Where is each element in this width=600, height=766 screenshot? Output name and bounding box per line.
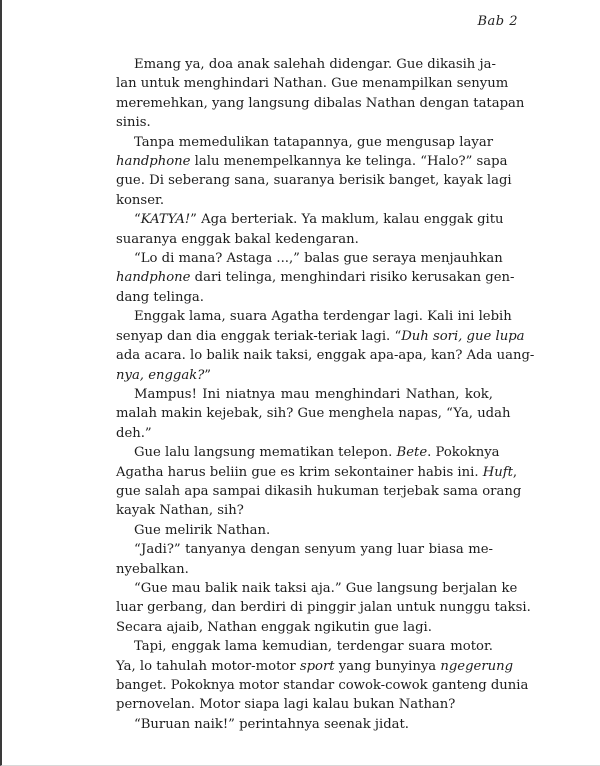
- chapter-running-head: Bab 2: [477, 14, 518, 29]
- text-line: konser.: [116, 192, 165, 208]
- text-line: gue salah apa sampai dikasih hukuman terjebak sama orang: [116, 483, 522, 499]
- text-line: “Jadi?” tanyanya dengan senyum yang luar biasa me-: [134, 542, 493, 558]
- text-line: Ya, lo tahulah motor-motor sport yang bunyinya ngegerung: [116, 658, 514, 674]
- text-line: dang telinga.: [116, 289, 204, 305]
- text-line: meremehkan, yang langsung dibalas Nathan dengan tatapan: [116, 95, 525, 111]
- text-line: luar gerbang, dan berdiri di pinggir jalan untuk nunggu taksi.: [116, 600, 531, 616]
- body-text: [116, 55, 535, 734]
- text-line: “Lo di mana? Astaga ...,” balas gue seraya menjauhkan: [134, 251, 503, 267]
- text-line: handphone lalu menempelkannya ke telinga. “Halo?” sapa: [116, 154, 508, 170]
- text-line: Tapi, enggak lama kemudian, terdengar suara motor.: [134, 639, 493, 655]
- text-line: lan untuk menghindari Nathan. Gue menampilkan senyum: [116, 76, 509, 92]
- text-line: nya, enggak?”: [116, 367, 212, 383]
- text-line: senyap dan dia enggak teriak-teriak lagi. “Duh sori, gue lupa: [116, 328, 525, 344]
- text-line: gue. Di seberang sana, suaranya berisik banget, kayak lagi: [116, 173, 512, 189]
- text-line: kayak Nathan, sih?: [116, 503, 244, 519]
- text-line: handphone dari telinga, menghindari risiko kerusakan gen-: [116, 270, 515, 286]
- text-line: malah makin kejebak, sih? Gue menghela napas, “Ya, udah: [116, 406, 511, 422]
- text-line: sinis.: [116, 115, 151, 131]
- text-line: “Buruan naik!” perintahnya seenak jidat.: [134, 716, 409, 732]
- text-line: nyebalkan.: [116, 561, 189, 577]
- text-line: Emang ya, doa anak salehah didengar. Gue dikasih ja-: [134, 57, 496, 72]
- text-line: deh.”: [116, 425, 152, 441]
- text-line: Mampus! Ini niatnya mau menghindari Nathan, kok,: [134, 386, 493, 402]
- text-line: Gue melirik Nathan.: [134, 522, 271, 538]
- text-line: Tanpa memedulikan tatapannya, gue mengusap layar: [134, 134, 493, 150]
- text-line: Agatha harus beliin gue es krim sekontainer habis ini. Huft,: [116, 464, 518, 480]
- text-line: banget. Pokoknya motor standar cowok-cowok ganteng dunia: [116, 678, 529, 693]
- text-line: suaranya enggak bakal kedengaran.: [116, 231, 359, 247]
- text-line: ada acara. lo balik naik taksi, enggak apa-apa, kan? Ada uang-: [116, 348, 535, 364]
- text-line: “Gue mau balik naik taksi aja.” Gue langsung berjalan ke: [134, 580, 518, 596]
- text-line: Gue lalu langsung mematikan telepon. Bete. Pokoknya: [134, 445, 500, 461]
- text-line: “KATYA!” Aga berteriak. Ya maklum, kalau enggak gitu: [134, 212, 504, 228]
- text-line: Enggak lama, suara Agatha terdengar lagi. Kali ini lebih: [134, 309, 512, 325]
- text-line: Secara ajaib, Nathan enggak ngikutin gue lagi.: [116, 619, 432, 635]
- text-line: pernovelan. Motor siapa lagi kalau bukan Nathan?: [116, 697, 456, 713]
